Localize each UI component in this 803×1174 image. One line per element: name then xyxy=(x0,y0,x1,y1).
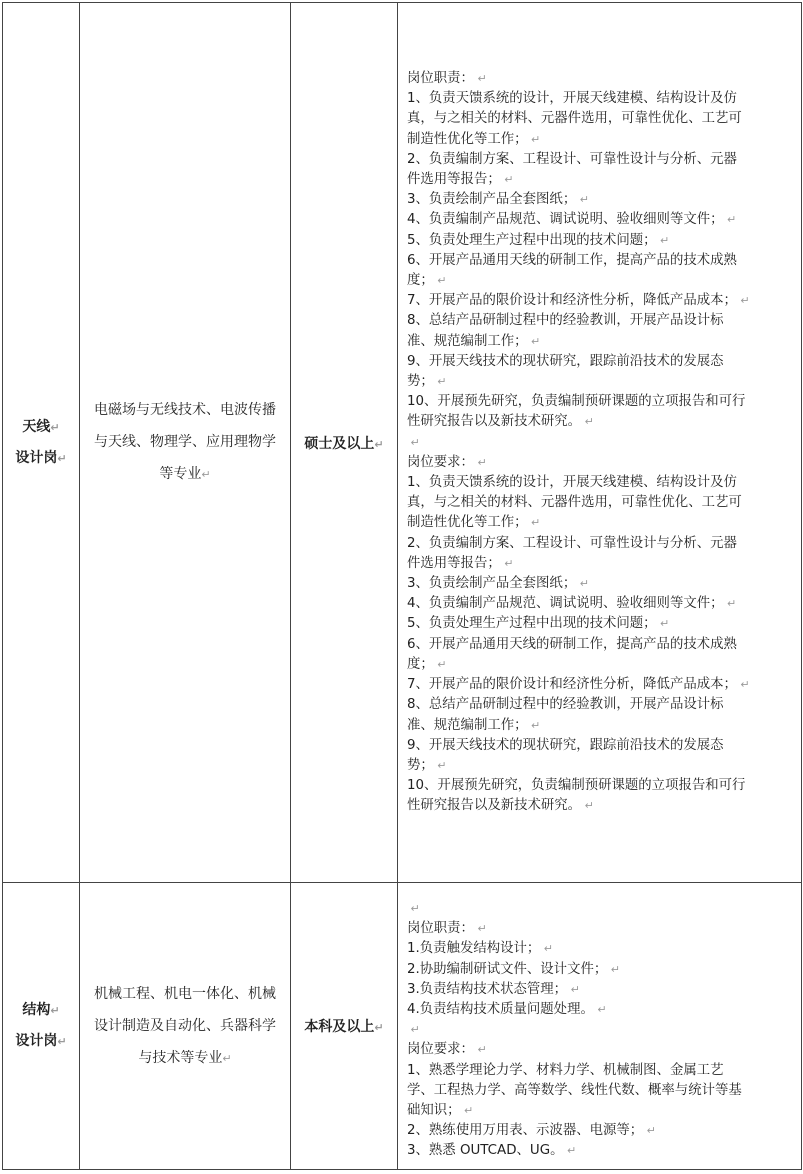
paragraph-mark-icon: ↵ xyxy=(433,375,447,389)
description-line xyxy=(407,614,797,634)
description-line-text: 制造性优化等工作； xyxy=(407,131,528,147)
paragraph-mark-icon: ↵ xyxy=(567,982,580,996)
description-line xyxy=(407,796,797,816)
job-title-cell: 天线↵ 设计岗↵ xyxy=(3,3,80,883)
description-line-text: 10、开展预先研究，负责编制预研课题的立项报告和可行 xyxy=(407,394,746,410)
description-line-text: 3、负责绘制产品全套图纸； xyxy=(407,192,577,208)
paragraph-mark-icon: ↵ xyxy=(527,516,541,530)
job-table xyxy=(2,2,802,1170)
description-line xyxy=(407,69,797,89)
description-line-text: 岗位职责： xyxy=(407,71,474,86)
description-line xyxy=(407,736,797,756)
description-line xyxy=(407,271,797,291)
description-line-text: 2.协助编制研试文件、设计文件； xyxy=(407,961,608,977)
description-line-text: 准、规范编制工作； xyxy=(407,333,528,349)
major-text: 机械工程、机电一体化、机械设计制造及自动化、兵器科学与技术等专业 xyxy=(94,985,276,1066)
job-row-structure xyxy=(3,883,802,1170)
paragraph-mark-icon: ↵ xyxy=(656,233,670,247)
job-title-cell: 结构↵ 设计岗↵ xyxy=(3,883,80,1170)
description-line-text: 9、开展天线技术的现状研究，跟踪前沿技术的发展态 xyxy=(407,737,724,753)
paragraph-mark-icon: ↵ xyxy=(643,1124,656,1138)
description-line xyxy=(407,1141,797,1161)
description-line xyxy=(407,655,797,675)
paragraph-mark-icon: ↵ xyxy=(593,1003,607,1017)
description-line xyxy=(407,412,797,432)
job-title-line: 天线 xyxy=(22,418,51,435)
description-line xyxy=(407,109,797,129)
paragraph-mark-icon: ↵ xyxy=(473,72,487,85)
description-line-text: 岗位职责： xyxy=(407,921,474,937)
major-cell: 机械工程、机电一体化、机械设计制造及自动化、兵器科学与技术等专业↵ xyxy=(80,883,291,1170)
description-line xyxy=(407,392,797,412)
description-line-text: 岗位要求： xyxy=(407,1042,474,1058)
description-line-text: 4.负责结构技术质量问题处理。 xyxy=(407,1002,594,1018)
description-line-text: 8、总结产品研制过程中的经验教训，开展产品设计标 xyxy=(407,697,724,713)
description-line-text: 础知识； xyxy=(407,1103,461,1119)
description-line-text: 制造性优化等工作； xyxy=(407,515,528,531)
description-line xyxy=(407,919,797,939)
degree-cell: 本科及以上↵ xyxy=(291,883,398,1170)
description-cell xyxy=(398,883,802,1170)
description-line-text: 3、熟悉 OUTCAD、UG。 xyxy=(407,1143,564,1159)
description-line xyxy=(407,594,797,614)
description-line-text: 势； xyxy=(407,757,434,773)
paragraph-mark-icon: ↵ xyxy=(473,1043,487,1057)
description-line-text: 6、开展产品通用天线的研制工作，提高产品的技术成熟 xyxy=(407,636,737,652)
description-line-text: 学、工程热力学、高等数学、线性代数、概率与统计等基 xyxy=(407,1082,742,1098)
description-line-text: 度； xyxy=(407,656,434,672)
description-line-text: 1、熟悉学理论力学、材料力学、机械制图、金属工艺 xyxy=(407,1062,724,1078)
description-line xyxy=(407,695,797,715)
paragraph-mark-icon: ↵ xyxy=(433,274,447,288)
description-line xyxy=(407,130,797,150)
description-line xyxy=(407,372,797,392)
paragraph-mark-icon: ↵ xyxy=(540,942,554,956)
description-line xyxy=(407,776,797,796)
description-line-text: 1.负责触发结构设计； xyxy=(407,941,541,957)
description-line xyxy=(407,756,797,776)
description-line xyxy=(407,170,797,190)
paragraph-mark-icon: ↵ xyxy=(433,657,447,671)
description-line xyxy=(407,433,797,453)
description-line xyxy=(407,534,797,554)
description-line xyxy=(407,1101,797,1121)
paragraph-mark-icon: ↵ xyxy=(723,213,737,227)
description-line xyxy=(407,635,797,655)
paragraph-mark-icon: ↵ xyxy=(527,132,541,146)
description-line xyxy=(407,960,797,980)
description-line-text: 4、负责编制产品规范、调试说明、验收细则等文件； xyxy=(407,596,724,612)
description-line-text: 件选用等报告； xyxy=(407,555,501,571)
paragraph-mark-icon: ↵ xyxy=(576,193,589,207)
description-line xyxy=(407,210,797,230)
paragraph-mark-icon: ↵ xyxy=(407,1023,420,1037)
description-line xyxy=(407,980,797,1000)
description-line xyxy=(407,311,797,331)
description-line xyxy=(407,1040,797,1060)
description-line-text: 5、负责处理生产过程中出现的技术问题； xyxy=(407,616,657,632)
description-line xyxy=(407,1081,797,1101)
description-line-text: 5、负责处理生产过程中出现的技术问题； xyxy=(407,232,657,248)
paragraph-mark-icon: ↵ xyxy=(581,415,594,429)
description-line-text: 2、熟练使用万用表、示波器、电源等； xyxy=(407,1123,644,1139)
description-line-text: 1、负责天馈系统的设计，开展天线建模、结构设计及仿 xyxy=(407,475,737,491)
description-line-text: 度； xyxy=(407,273,434,289)
job-title-line: 结构 xyxy=(22,1002,51,1018)
job-title-line: 设计岗 xyxy=(15,449,58,466)
description-line xyxy=(407,352,797,372)
paragraph-mark-icon: ↵ xyxy=(473,922,487,936)
description-line-text: 性研究报告以及新技术研究。 xyxy=(407,414,582,430)
paragraph-mark-icon: ↵ xyxy=(563,1144,577,1158)
description-line xyxy=(407,1061,797,1081)
description-line-text: 7、开展产品的限价设计和经济性分析，降低产品成本； xyxy=(407,677,737,693)
job-row-antenna xyxy=(3,3,802,883)
description-line-text: 真，与之相关的材料、元器件选用，可靠性优化、工艺可 xyxy=(407,495,742,511)
job-title-line: 设计岗 xyxy=(15,1033,58,1049)
description-line-text: 10、开展预先研究，负责编制预研课题的立项报告和可行 xyxy=(407,778,746,794)
description-cell xyxy=(398,3,802,883)
description-lines xyxy=(407,69,797,817)
description-line xyxy=(407,332,797,352)
paragraph-mark-icon: ↵ xyxy=(607,962,620,976)
description-lines xyxy=(407,899,797,1162)
major-text: 电磁场与无线技术、电波传播与天线、物理学、应用理物学等专业 xyxy=(94,402,276,482)
paragraph-mark-icon: ↵ xyxy=(500,173,514,187)
description-line-text: 岗位要求： xyxy=(407,454,474,470)
description-line xyxy=(407,716,797,736)
description-line xyxy=(407,473,797,493)
description-line xyxy=(407,150,797,170)
description-line xyxy=(407,231,797,251)
paragraph-mark-icon: ↵ xyxy=(527,334,541,348)
description-line xyxy=(407,1121,797,1141)
paragraph-mark-icon: ↵ xyxy=(736,294,750,308)
paragraph-mark-icon: ↵ xyxy=(656,617,670,631)
description-line-text: 件选用等报告； xyxy=(407,172,501,188)
description-line xyxy=(407,574,797,594)
description-line xyxy=(407,251,797,271)
degree-text: 本科及以上 xyxy=(304,1019,375,1035)
description-line-text: 2、负责编制方案、工程设计、可靠性设计与分析、元器 xyxy=(407,151,737,167)
description-line-text: 性研究报告以及新技术研究。 xyxy=(407,798,582,814)
description-line-text: 9、开展天线技术的现状研究，跟踪前沿技术的发展态 xyxy=(407,353,724,369)
paragraph-mark-icon: ↵ xyxy=(736,678,750,692)
description-line xyxy=(407,939,797,959)
paragraph-mark-icon: ↵ xyxy=(407,902,420,915)
paragraph-mark-icon: ↵ xyxy=(433,758,447,772)
description-line-text: 准、规范编制工作； xyxy=(407,717,528,733)
description-line-text: 1、负责天馈系统的设计，开展天线建模、结构设计及仿 xyxy=(407,91,737,107)
degree-text: 硕士及以上 xyxy=(304,435,375,452)
description-line-text: 4、负责编制产品规范、调试说明、验收细则等文件； xyxy=(407,212,724,228)
description-line xyxy=(407,453,797,473)
description-line-text: 7、开展产品的限价设计和经济性分析，降低产品成本； xyxy=(407,293,737,309)
description-line-text: 6、开展产品通用天线的研制工作，提高产品的技术成熟 xyxy=(407,252,737,268)
description-line xyxy=(407,291,797,311)
description-line xyxy=(407,89,797,109)
description-line xyxy=(407,899,797,919)
description-line-text: 2、负责编制方案、工程设计、可靠性设计与分析、元器 xyxy=(407,535,737,551)
paragraph-mark-icon: ↵ xyxy=(723,597,737,611)
paragraph-mark-icon: ↵ xyxy=(407,435,420,449)
description-line-text: 8、总结产品研制过程中的经验教训，开展产品设计标 xyxy=(407,313,724,329)
description-line xyxy=(407,513,797,533)
description-line-text: 3、负责绘制产品全套图纸； xyxy=(407,576,577,592)
paragraph-mark-icon: ↵ xyxy=(500,556,514,570)
description-line xyxy=(407,1000,797,1020)
description-line xyxy=(407,554,797,574)
description-line-text: 3.负责结构技术状态管理； xyxy=(407,981,568,997)
description-line-text: 势； xyxy=(407,374,434,390)
paragraph-mark-icon: ↵ xyxy=(581,799,594,813)
paragraph-mark-icon: ↵ xyxy=(460,1104,474,1118)
paragraph-mark-icon: ↵ xyxy=(527,718,541,732)
degree-cell: 硕士及以上↵ xyxy=(291,3,398,883)
description-line xyxy=(407,675,797,695)
paragraph-mark-icon: ↵ xyxy=(576,577,589,591)
description-line xyxy=(407,493,797,513)
description-line xyxy=(407,1020,797,1040)
major-cell: 电磁场与无线技术、电波传播与天线、物理学、应用理物学等专业↵ xyxy=(80,3,291,883)
description-line-text: 真，与之相关的材料、元器件选用，可靠性优化、工艺可 xyxy=(407,111,742,127)
description-line xyxy=(407,190,797,210)
paragraph-mark-icon: ↵ xyxy=(473,455,487,469)
